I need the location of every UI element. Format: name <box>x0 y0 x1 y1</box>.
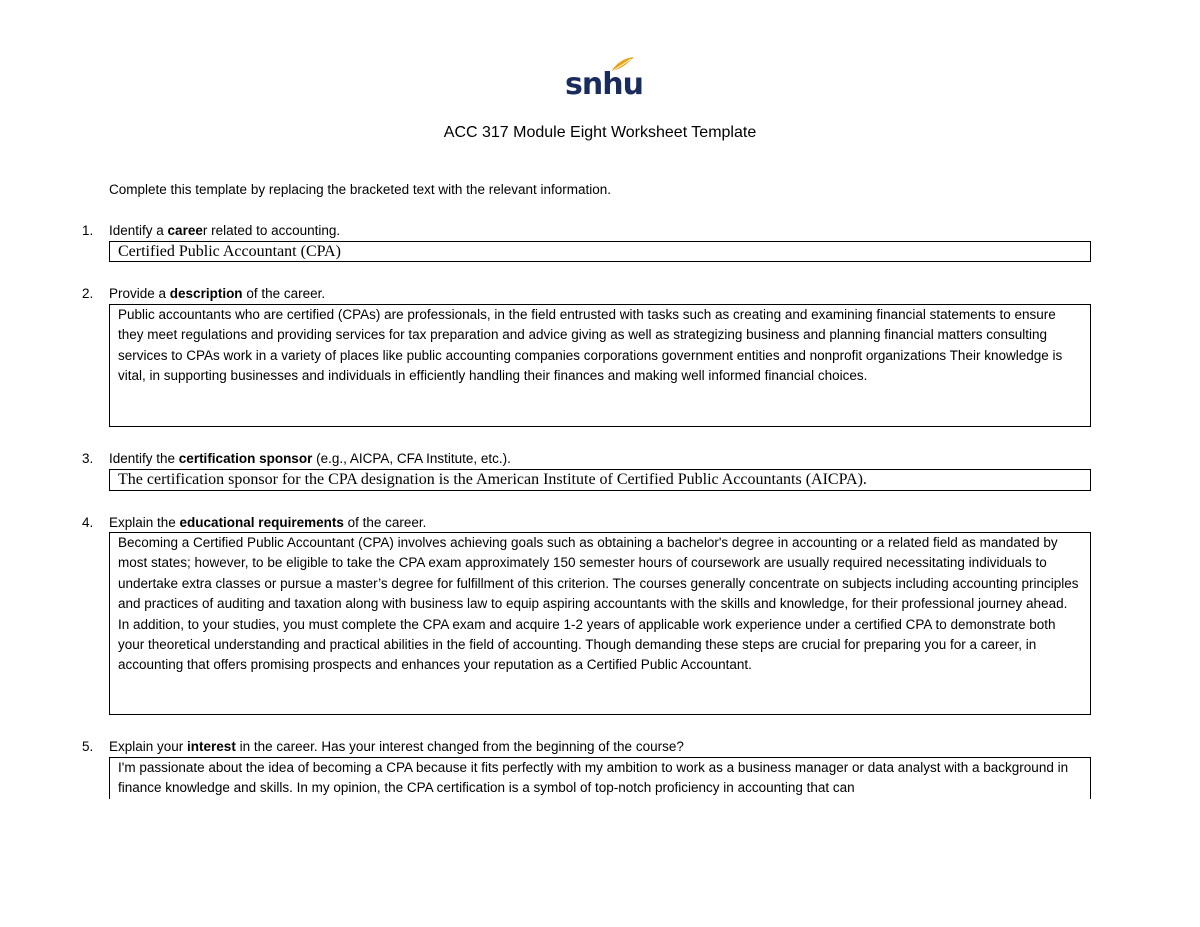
question-prefix: Identify a <box>109 223 168 238</box>
answer-text: Public accountants who are certified (CPAs) are professionals, in the field entrusted with tasks such as creating and examining financial statements to ensure they meet regulations and providing services for tax preparation and advice giving as well as strategizing business and planning financial matters consulting services to CPAs work in a variety of places like public accounting companies corporations government entities and nonprofit organizations Their knowledge is vital, in supporting businesses and individuals in efficiently handling their finances and making well informed financial choices. <box>118 307 1063 384</box>
question-number: 5. <box>82 739 94 754</box>
answer-box-2[interactable] <box>109 304 1091 427</box>
question-prefix: Explain the <box>109 515 180 530</box>
answer-text: Certified Public Accountant (CPA) <box>118 243 341 260</box>
question-number: 4. <box>82 515 94 530</box>
question-prefix: Explain your <box>109 739 188 754</box>
snhu-logo <box>565 56 643 104</box>
question-5 <box>82 738 684 756</box>
question-4 <box>82 514 426 532</box>
question-suffix: in the career. Has your interest changed from the beginning of the course? <box>235 739 684 754</box>
question-keyword: educational requirements <box>179 515 344 530</box>
question-keyword: caree <box>167 223 203 238</box>
question-suffix: (e.g., AICPA, CFA Institute, etc.). <box>312 451 511 466</box>
question-number: 3. <box>82 451 94 466</box>
question-2 <box>82 285 325 303</box>
page-title: ACC 317 Module Eight Worksheet Template <box>443 124 757 141</box>
answer-text: I'm passionate about the idea of becoming a CPA because it fits perfectly with my ambition to work as a business manager or data analyst with a background in finance knowledge and skills. In my opinion, the CPA certification is a symbol of top-notch proficiency in accounting that can <box>118 760 1069 796</box>
question-prefix: Identify the <box>109 451 179 466</box>
answer-box-4[interactable] <box>109 532 1091 715</box>
question-number: 1. <box>82 223 94 238</box>
question-keyword: interest <box>187 739 236 754</box>
answer-box-3[interactable] <box>109 469 1091 491</box>
question-keyword: certification sponsor <box>178 451 313 466</box>
question-1 <box>82 222 340 240</box>
intro-instructions: Complete this template by replacing the bracketed text with the relevant information. <box>109 182 612 197</box>
answer-box-1[interactable] <box>109 241 1091 262</box>
question-suffix: of the career. <box>343 515 427 530</box>
logo-text: snhu <box>565 67 643 102</box>
question-3 <box>82 450 511 468</box>
question-suffix: of the career. <box>242 286 326 301</box>
question-number: 2. <box>82 286 94 301</box>
answer-text: The certification sponsor for the CPA designation is the American Institute of Certified Public Accountants (AICPA). <box>118 471 867 488</box>
question-keyword: description <box>169 286 243 301</box>
question-prefix: Provide a <box>109 286 170 301</box>
answer-text: Becoming a Certified Public Accountant (CPA) involves achieving goals such as obtaining a bachelor's degree in accounting or a related field as mandated by most states; however, to be eligible to take the CPA exam approximately 150 semester hours of coursework are usually required necessitating individuals to undertake extra classes or pursue a master’s degree for fulfillment of this criterion. The courses generally concentrate on subjects including accounting principles and practices of auditing and taxation along with business law to equip aspiring accountants with the skills and knowledge, for their professional journey ahead. In addition, to your studies, you must complete the CPA exam and acquire 1-2 years of applicable work experience under a certified CPA to demonstrate both your theoretical understanding and practical abilities in the field of accounting. Though demanding these steps are crucial for preparing you for a career, in accounting that offers promising prospects and enhances your reputation as a Certified Public Accountant. <box>118 535 1079 673</box>
question-suffix: r related to accounting. <box>202 223 341 238</box>
answer-box-5[interactable] <box>109 757 1091 799</box>
